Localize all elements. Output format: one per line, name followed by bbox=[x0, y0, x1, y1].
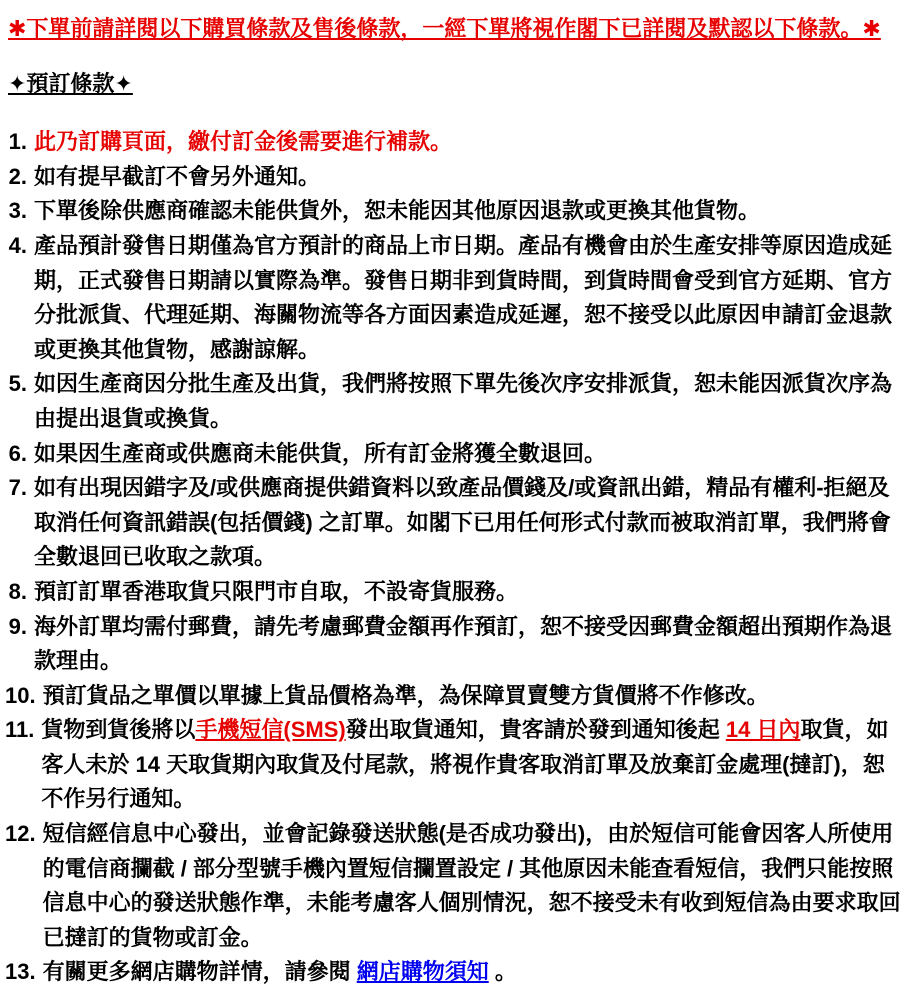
term-number: 10. bbox=[5, 682, 36, 708]
term-segment: 海外訂單均需付郵費，請先考慮郵費金額再作預訂，恕不接受因郵費金額超出預期作為退款理由。 bbox=[34, 613, 893, 674]
term-item bbox=[5, 229, 905, 367]
term-text bbox=[41, 713, 905, 817]
term-text bbox=[43, 817, 905, 955]
term-segment: 預訂貨品之單價以單據上貨品價格為準，為保障買賣雙方貨價將不作修改。 bbox=[42, 682, 769, 708]
term-segment: 如有出現因錯字及/或供應商提供錯資料以致產品價錢及/或資訊出錯，精品有權利-拒絕及取消任何資訊錯誤(包括價錢) 之訂單。如閣下已用任何形式付款而被取消訂單，我們將會全數退回已收取之款項。 bbox=[34, 475, 891, 570]
term-item bbox=[5, 955, 905, 990]
term-number: 13. bbox=[5, 959, 36, 985]
term-item bbox=[5, 160, 905, 195]
term-segment: 如有提早截訂不會另外通知。 bbox=[34, 163, 321, 189]
term-text bbox=[34, 610, 905, 679]
term-item bbox=[5, 575, 905, 610]
term-segment: 產品預計發售日期僅為官方預計的商品上市日期。產品有機會由於生產安排等原因造成延期，正式發售日期請以實際為準。發售日期非到貨時間，到貨時間會受到官方延期、官方分批派貨、代理延期、海關物流等各方面因素造成延遲，恕不接受以此原因申請訂金退款或更換其他貨物，感謝諒解。 bbox=[34, 232, 893, 362]
term-number: 4. bbox=[8, 232, 27, 258]
term-item bbox=[5, 713, 905, 817]
term-item bbox=[5, 367, 905, 436]
term-segment: 此乃訂購頁面，繳付訂金後需要進行補款。 bbox=[34, 129, 453, 155]
term-number: 12. bbox=[5, 821, 36, 847]
term-text bbox=[43, 679, 905, 714]
term-text bbox=[34, 471, 905, 575]
term-text bbox=[34, 194, 905, 229]
term-item bbox=[5, 471, 905, 575]
term-number: 8. bbox=[8, 578, 27, 604]
term-number: 2. bbox=[8, 163, 27, 189]
term-text bbox=[43, 955, 905, 990]
store-shopping-notice-link[interactable]: 網店購物須知 bbox=[356, 959, 489, 985]
term-text bbox=[34, 437, 905, 472]
term-segment: 發出取貨通知，貴客請於發到通知後起 bbox=[345, 717, 726, 743]
terms-list bbox=[5, 125, 905, 990]
term-item bbox=[5, 817, 905, 955]
term-item bbox=[5, 679, 905, 714]
term-text bbox=[34, 575, 905, 610]
term-text bbox=[34, 229, 905, 367]
term-number: 3. bbox=[8, 198, 27, 224]
term-item bbox=[5, 194, 905, 229]
term-segment: 如果因生產商或供應商未能供貨，所有訂金將獲全數退回。 bbox=[34, 440, 607, 466]
term-number: 7. bbox=[8, 475, 27, 501]
term-text bbox=[34, 125, 905, 160]
term-segment: 短信經信息中心發出，並會記錄發送狀態(是否成功發出)，由於短信可能會因客人所使用的電信商攔截 / 部分型號手機內置短信攔置設定 / 其他原因未能查看短信，我們只能按照信息中心的發送狀態作準，未能考慮客人個別情況，恕不接受未有收到短信為由要求取回已撻訂的貨物或訂金。 bbox=[42, 821, 901, 950]
term-number: 11. bbox=[5, 717, 35, 743]
term-number: 9. bbox=[8, 613, 27, 639]
term-segment: 。 bbox=[488, 959, 517, 985]
term-segment: 如因生產商因分批生產及出貨，我們將按照下單先後次序安排派貨，恕未能因派貨次序為由提出退貨或換貨。 bbox=[34, 371, 893, 431]
term-number: 5. bbox=[8, 371, 27, 397]
term-segment: 有關更多網店購物詳情，請參閱 bbox=[42, 959, 357, 985]
term-segment: 貨物到貨後將以 bbox=[41, 717, 196, 743]
term-number: 6. bbox=[8, 440, 27, 466]
term-item bbox=[5, 437, 905, 472]
purchase-notice-banner: ✱下單前請詳閱以下購買條款及售後條款，一經下單將視作閣下已詳閱及默認以下條款。✱ bbox=[8, 16, 881, 41]
term-item bbox=[5, 125, 905, 160]
term-number: 1. bbox=[8, 129, 27, 155]
term-segment: 取貨，如客人未於 14 天取貨期內取貨及付尾款，將視作貴客取消訂單及放棄訂金處理(撻訂)，恕不作另行通知。 bbox=[41, 717, 889, 812]
term-text bbox=[34, 367, 905, 436]
term-segment: 14 日內 bbox=[725, 717, 801, 743]
term-segment: 下單後除供應商確認未能供貨外，恕未能因其他原因退款或更換其他貨物。 bbox=[34, 198, 761, 224]
section-title-preorder-terms: ✦預訂條款✦ bbox=[8, 70, 133, 96]
term-segment: 預訂訂單香港取貨只限門市自取，不設寄貨服務。 bbox=[34, 578, 519, 604]
term-text bbox=[34, 160, 905, 195]
term-segment: 手機短信(SMS) bbox=[195, 717, 346, 743]
term-item bbox=[5, 610, 905, 679]
